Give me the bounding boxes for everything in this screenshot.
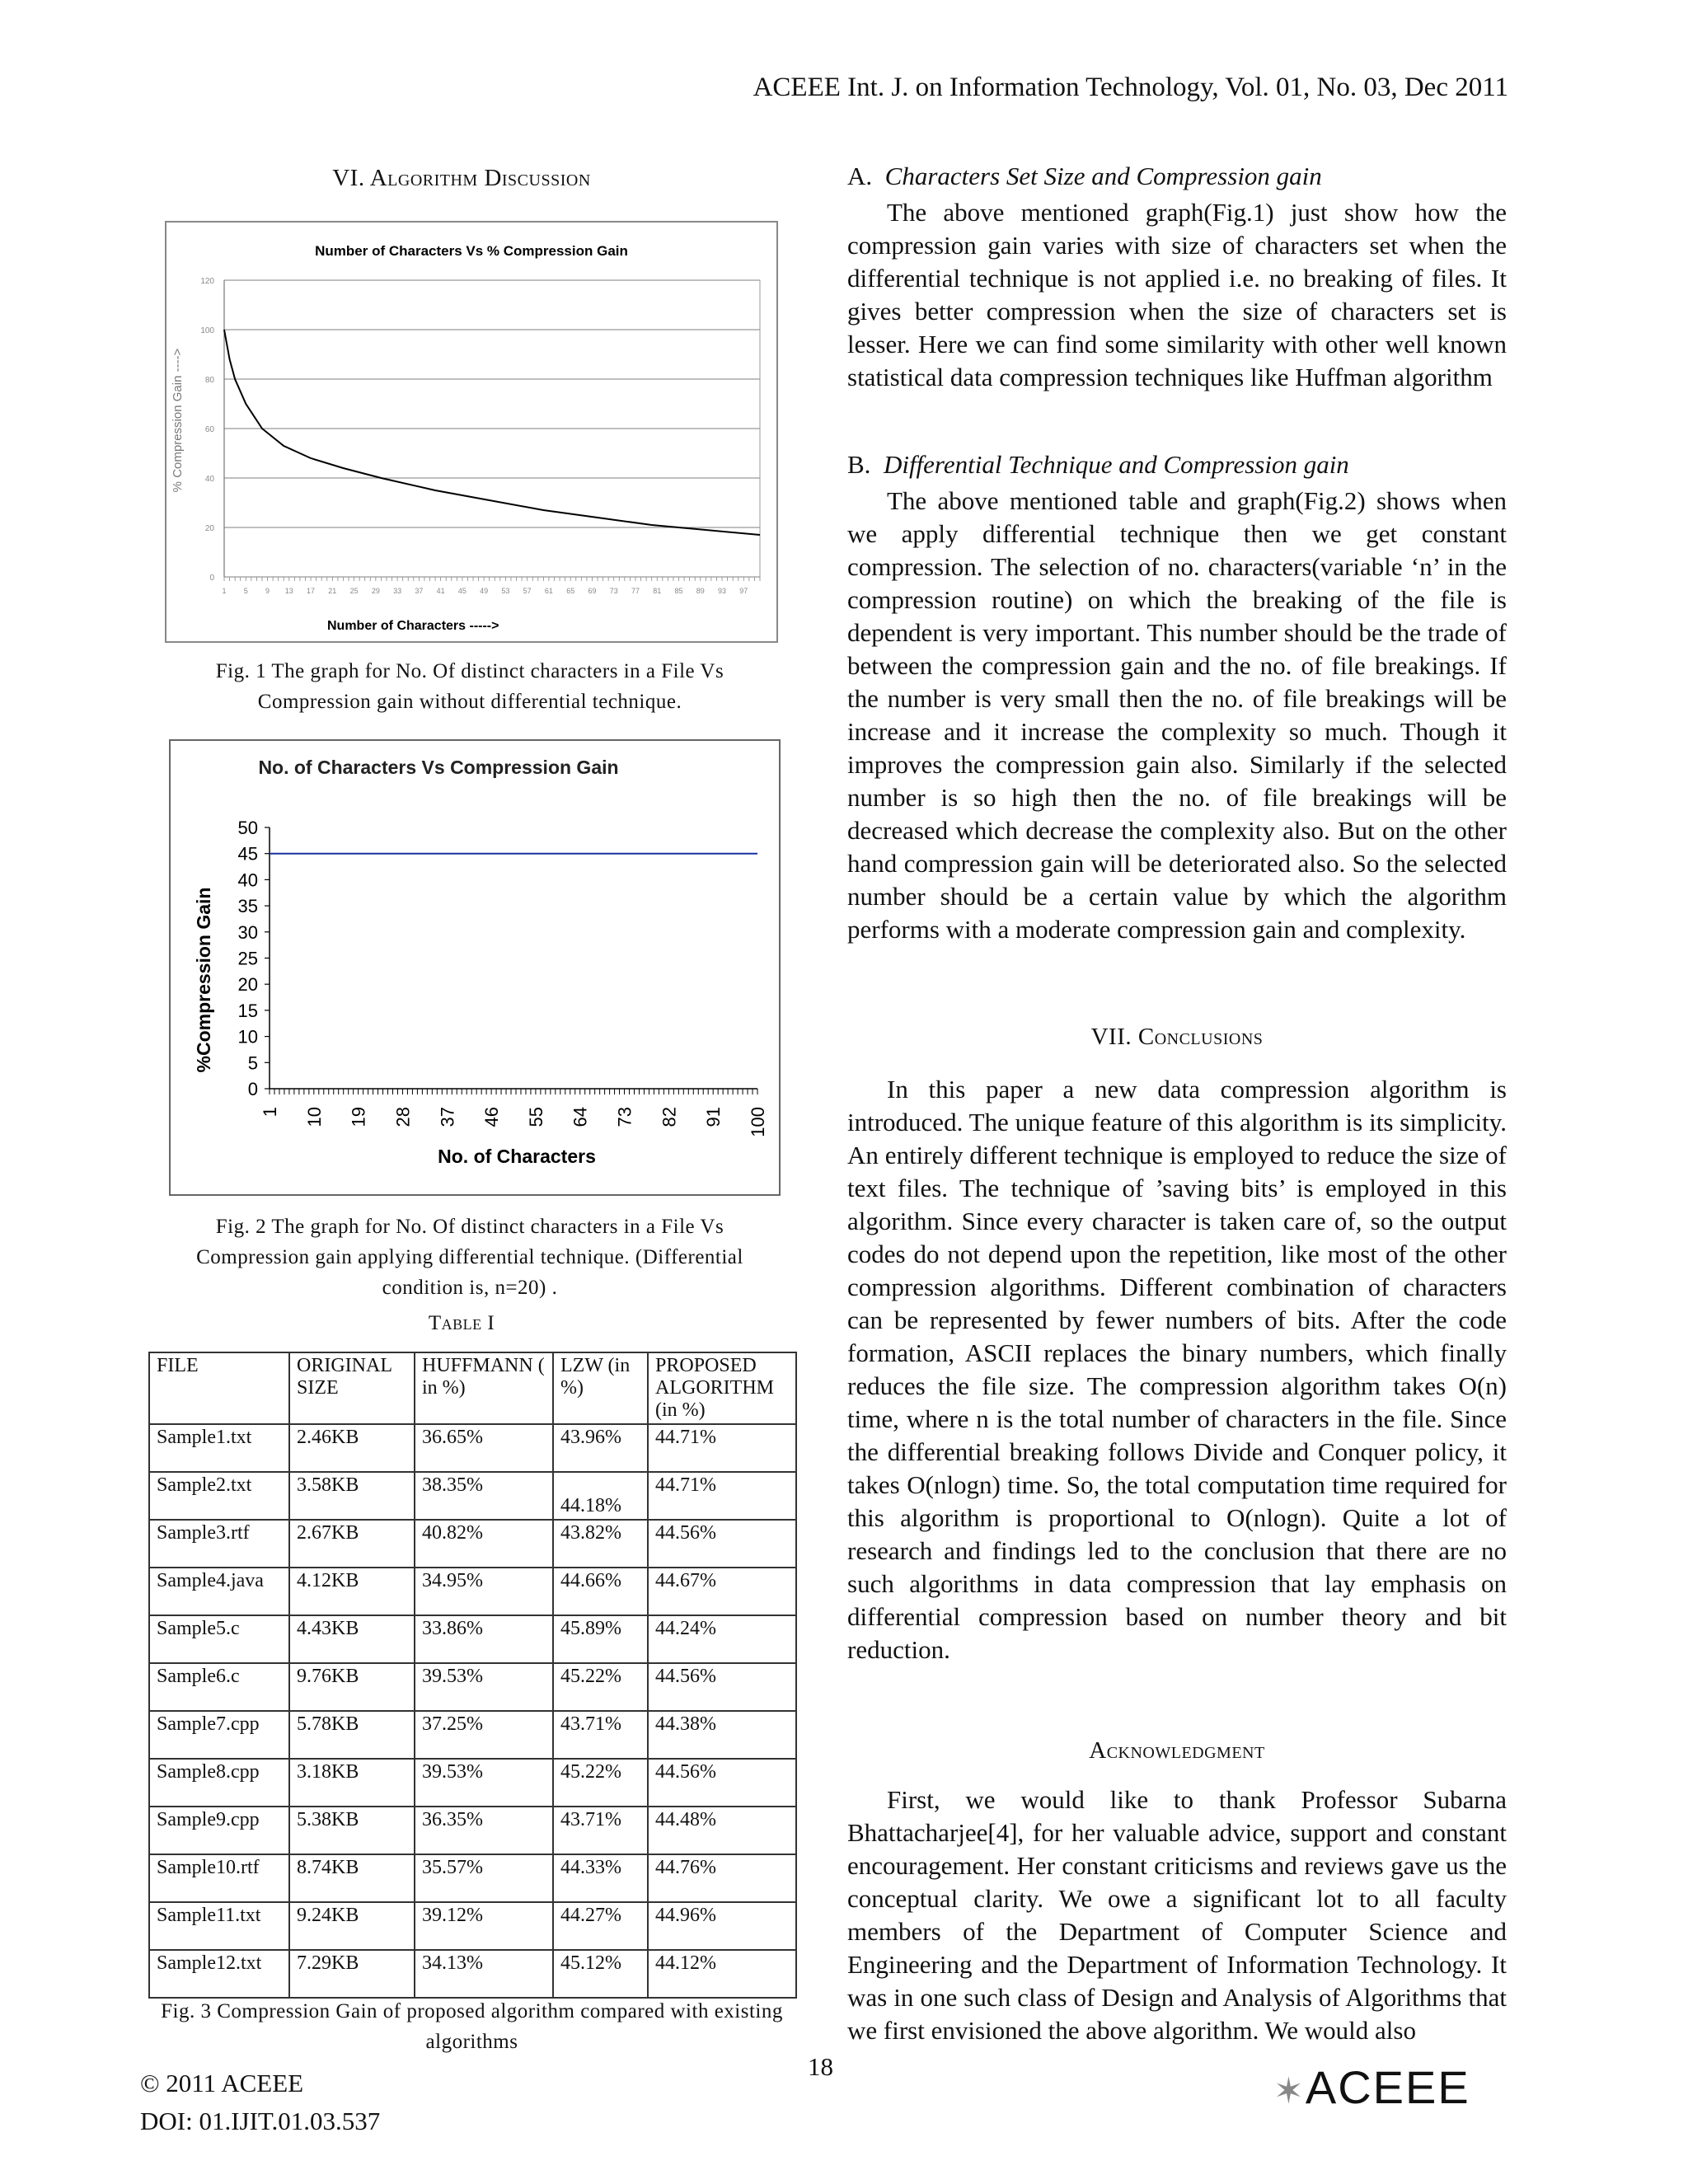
table-row xyxy=(149,1424,796,1472)
fig2-ytick-label: 0 xyxy=(247,1079,258,1099)
table1-title: Table I xyxy=(428,1312,495,1334)
fig1-xtick-label: 57 xyxy=(523,587,532,595)
table-cell: 39.53% xyxy=(415,1759,553,1807)
section-7-title: VII. Conclusions xyxy=(1090,1024,1264,1050)
acknowledgment-title: Acknowledgment xyxy=(1089,1737,1265,1764)
fig1-xtick-label: 29 xyxy=(371,587,380,595)
fig1-xtick-label: 21 xyxy=(328,587,337,595)
table-cell: 5.78KB xyxy=(289,1711,415,1759)
fig2-xtick-label: 64 xyxy=(570,1107,591,1127)
table-cell: 43.96% xyxy=(553,1424,648,1472)
table-cell: 37.25% xyxy=(415,1711,553,1759)
table-cell: 43.71% xyxy=(553,1711,648,1759)
fig2-ylabel: %Compression Gain xyxy=(193,887,214,1073)
fig2-ytick-label: 50 xyxy=(237,818,258,838)
fig2-xtick-label: 19 xyxy=(348,1107,369,1127)
table-cell: 36.35% xyxy=(415,1807,553,1854)
table-row xyxy=(149,1902,796,1950)
fig1-xtick-label: 65 xyxy=(566,587,575,595)
fig1-xtick-label: 5 xyxy=(243,587,248,595)
fig1-xtick-label: 37 xyxy=(415,587,424,595)
table-row xyxy=(149,1472,796,1520)
publisher-logo: ✶ACEEE xyxy=(1273,2061,1470,2113)
fig2-chart-svg xyxy=(171,741,779,1194)
table-cell: 3.18KB xyxy=(289,1759,415,1807)
table-cell: 44.12% xyxy=(648,1950,796,1998)
table-cell: 44.38% xyxy=(648,1711,796,1759)
fig1-xtick-label: 13 xyxy=(284,587,293,595)
section-7-text: In this paper a new data compression algorithm is introduced. The unique feature of this algorithm is its simplicity. An entirely different technique is employed to reduce the size of text files. The technique of ’saving bits’ is employed in this algorithm. Since every character is taken care of, so the output codes do not depend upon the repetition, like most of the other compression algorithms. Different combination of characters can be represented by fewer numbers of bits. After the code formation, ASCII replaces the binary numbers, which finally reduces the file size. The compression algorithm takes O(n) time, where n is the total number of characters in the file. Since the differential breaking follows Divide and Conquer policy, it takes O(nlogn) time. So, the total computation time required for this algorithm is proportional to O(nlogn). Quite a lot of research and findings led to the conclusion that there are no such algorithms in data compression that lay emphasis on differential compression based on number theory and bit reduction. xyxy=(847,1075,1507,1664)
fig1-xtick-label: 9 xyxy=(265,587,270,595)
fig1-xtick-label: 61 xyxy=(544,587,553,595)
table-row xyxy=(149,1711,796,1759)
fig2-ytick-label: 10 xyxy=(237,1026,258,1047)
table-cell: 44.96% xyxy=(648,1902,796,1950)
table-cell: 44.33% xyxy=(553,1854,648,1902)
table-cell: 40.82% xyxy=(415,1520,553,1568)
table-row xyxy=(149,1950,796,1998)
table-cell: 9.76KB xyxy=(289,1663,415,1711)
table-cell: Sample6.c xyxy=(149,1663,289,1711)
fig1-xtick-label: 53 xyxy=(501,587,510,595)
table-cell: Sample2.txt xyxy=(149,1472,289,1520)
table-cell: 44.56% xyxy=(648,1759,796,1807)
table-header-row xyxy=(149,1352,796,1424)
table1 xyxy=(148,1352,797,1999)
table-cell: 44.24% xyxy=(648,1615,796,1663)
fig1-xtick-label: 45 xyxy=(457,587,467,595)
fig2-ytick-label: 35 xyxy=(237,896,258,917)
table-row xyxy=(149,1520,796,1568)
table-cell: 9.24KB xyxy=(289,1902,415,1950)
fig1-xtick-label: 73 xyxy=(609,587,618,595)
table-cell: 8.74KB xyxy=(289,1854,415,1902)
table-cell: 44.71% xyxy=(648,1472,796,1520)
table-cell: 44.48% xyxy=(648,1807,796,1854)
fig1-xtick-label: 77 xyxy=(631,587,640,595)
table-cell: Sample3.rtf xyxy=(149,1520,289,1568)
table-cell: 44.76% xyxy=(648,1854,796,1902)
table-cell: Sample8.cpp xyxy=(149,1759,289,1807)
fig1-chart xyxy=(165,221,778,643)
acknowledgment-text: First, we would like to thank Professor Subarna Bhattacharjee[4], for her valuable advice, support and constant encouragement. Her constant criticisms and reviews gave us the conceptual clarity. We owe a significant lot to all faculty members of the Department of Computer Science and Engineering and the Department of Information Technology. It was in one such class of Design and Analysis of Algorithms that we first envisioned the above algorithm. We would also xyxy=(847,1785,1507,2045)
subsection-a-text: The above mentioned graph(Fig.1) just show how the compression gain varies with size of characters set when the differential technique is not applied i.e. no breaking of files. It gives better compression when the size of characters set is lesser. Here we can find some similarity with other well known statistical data compression techniques like Huffman algorithm xyxy=(847,198,1507,391)
subsection-b-title: B. Differential Technique and Compression gain xyxy=(847,450,1349,479)
fig2-xtick-label: 46 xyxy=(481,1107,503,1127)
table-cell: 34.13% xyxy=(415,1950,553,1998)
table-cell: Sample5.c xyxy=(149,1615,289,1663)
table-cell: Sample11.txt xyxy=(149,1902,289,1950)
table-cell: Sample10.rtf xyxy=(149,1854,289,1902)
fig1-series-line xyxy=(224,330,760,535)
subsection-a xyxy=(847,162,1507,394)
table-cell: 38.35% xyxy=(415,1472,553,1520)
table-cell: 3.58KB xyxy=(289,1472,415,1520)
fig2-xtick-label: 10 xyxy=(303,1107,325,1127)
fig2-ytick-label: 25 xyxy=(237,948,258,969)
table-cell: Sample12.txt xyxy=(149,1950,289,1998)
fig2-xtick-label: 91 xyxy=(703,1107,724,1127)
table-row xyxy=(149,1807,796,1854)
fig2-title: No. of Characters Vs Compression Gain xyxy=(258,757,619,778)
fig1-ylabel: % Compression Gain ----> xyxy=(171,348,185,493)
fig1-title: Number of Characters Vs % Compression Gain xyxy=(315,243,628,259)
fig1-ytick-label: 0 xyxy=(209,574,214,583)
table-cell: 44.56% xyxy=(648,1663,796,1711)
fig1-chart-svg xyxy=(166,223,776,641)
table-cell: 35.57% xyxy=(415,1854,553,1902)
copyright: © 2011 ACEEE xyxy=(140,2069,304,2097)
fig1-caption: Fig. 1 The graph for No. Of distinct characters in a File Vs Compression gain without differential technique. xyxy=(215,660,724,713)
table-row xyxy=(149,1854,796,1902)
fig3-caption: Fig. 3 Compression Gain of proposed algorithm compared with existing algorithms xyxy=(161,2000,783,2053)
fig1-ytick-label: 20 xyxy=(204,524,214,533)
fig1-xtick-label: 25 xyxy=(349,587,359,595)
table-cell: 33.86% xyxy=(415,1615,553,1663)
table-header-cell: LZW (in %) xyxy=(553,1352,648,1424)
table-cell: 44.71% xyxy=(648,1424,796,1472)
doi: DOI: 01.IJIT.01.03.537 xyxy=(140,2107,381,2135)
table-row xyxy=(149,1759,796,1807)
subsection-b xyxy=(847,450,1507,946)
fig2-ytick-label: 30 xyxy=(237,921,258,943)
table-cell: 44.18% xyxy=(553,1472,648,1520)
table-cell: 44.56% xyxy=(648,1520,796,1568)
table-row xyxy=(149,1568,796,1615)
star-icon: ✶ xyxy=(1273,2071,1306,2111)
section-6-title: VI. Algorithm Discussion xyxy=(332,165,591,191)
fig1-ytick-label: 100 xyxy=(200,326,214,335)
fig1-xtick-label: 33 xyxy=(393,587,402,595)
fig1-xtick-label: 17 xyxy=(307,587,316,595)
fig1-xtick-label: 97 xyxy=(739,587,748,595)
comparison-table xyxy=(148,1352,797,1999)
fig2-xlabel: No. of Characters xyxy=(438,1146,596,1167)
fig2-ytick-label: 40 xyxy=(237,869,258,891)
table-row xyxy=(149,1615,796,1663)
fig1-xlabel: Number of Characters -----> xyxy=(327,619,499,633)
table-cell: 4.12KB xyxy=(289,1568,415,1615)
table-cell: 34.95% xyxy=(415,1568,553,1615)
table-cell: 44.27% xyxy=(553,1902,648,1950)
fig1-ytick-label: 40 xyxy=(204,475,214,484)
fig2-xtick-label: 37 xyxy=(437,1107,458,1127)
table-cell: 7.29KB xyxy=(289,1950,415,1998)
fig1-xtick-label: 69 xyxy=(588,587,597,595)
subsection-b-text: The above mentioned table and graph(Fig.2) shows when we apply differential technique then we get constant compression. The selection of no. characters(variable ‘n’ in the compression routine) on which the breaking of the file is dependent is very important. This number should be the trade of between the compression gain and the no. of file breakings. If the number is very small then the no. of file breakings will be increase and it increase the complexity so much. Though it improves the compression gain also. Similarly if the selected number is so high then the no. of file breakings will be decreased which decrease the complexity also. But on the other hand compression gain will be deteriorated also. So the selected number should be a certain value by which the algorithm performs with a moderate compression gain and complexity. xyxy=(847,486,1507,944)
fig1-xtick-label: 85 xyxy=(674,587,683,595)
fig2-xtick-label: 28 xyxy=(392,1107,414,1127)
footer-left xyxy=(140,2064,380,2140)
table-header-cell: ORIGINAL SIZE xyxy=(289,1352,415,1424)
fig1-ytick-label: 80 xyxy=(204,376,214,385)
table-cell: Sample1.txt xyxy=(149,1424,289,1472)
fig2-ytick-label: 15 xyxy=(237,1000,258,1021)
table-cell: 4.43KB xyxy=(289,1615,415,1663)
table-cell: 43.71% xyxy=(553,1807,648,1854)
table-cell: 45.22% xyxy=(553,1759,648,1807)
fig2-xtick-label: 73 xyxy=(614,1107,635,1127)
table-cell: 5.38KB xyxy=(289,1807,415,1854)
table-cell: 39.53% xyxy=(415,1663,553,1711)
fig1-xtick-label: 49 xyxy=(480,587,489,595)
fig2-xtick-label: 82 xyxy=(659,1107,680,1127)
fig1-ytick-label: 60 xyxy=(204,425,214,434)
fig2-xtick-label: 1 xyxy=(260,1107,280,1118)
fig2-ytick-label: 5 xyxy=(247,1052,258,1074)
table-row xyxy=(149,1663,796,1711)
fig1-xtick-label: 41 xyxy=(436,587,445,595)
fig2-ytick-label: 20 xyxy=(237,974,258,996)
table-cell: Sample4.java xyxy=(149,1568,289,1615)
table-header-cell: PROPOSED ALGORITHM (in %) xyxy=(648,1352,796,1424)
table-cell: 45.89% xyxy=(553,1615,648,1663)
table-cell: 45.22% xyxy=(553,1663,648,1711)
fig1-xtick-label: 93 xyxy=(718,587,727,595)
fig1-xtick-label: 81 xyxy=(653,587,662,595)
fig1-xtick-label: 89 xyxy=(696,587,705,595)
journal-header: ACEEE Int. J. on Information Technology, Vol. 01, No. 03, Dec 2011 xyxy=(753,73,1508,102)
table-header-cell: HUFFMANN ( in %) xyxy=(415,1352,553,1424)
fig1-xtick-label: 1 xyxy=(222,587,227,595)
table-cell: Sample7.cpp xyxy=(149,1711,289,1759)
fig2-caption: Fig. 2 The graph for No. Of distinct characters in a File Vs Compression gain applying differential technique. (Differential condition is, n=20) . xyxy=(196,1216,743,1299)
fig2-xtick-label: 55 xyxy=(525,1107,546,1127)
table-cell: 39.12% xyxy=(415,1902,553,1950)
fig2-ytick-label: 45 xyxy=(237,843,258,865)
table-cell: 2.46KB xyxy=(289,1424,415,1472)
fig2-chart xyxy=(169,739,781,1196)
fig1-ytick-label: 120 xyxy=(200,277,214,286)
table-cell: Sample9.cpp xyxy=(149,1807,289,1854)
table-cell: 44.66% xyxy=(553,1568,648,1615)
subsection-a-title: A. Characters Set Size and Compression gain xyxy=(847,162,1322,190)
fig2-xtick-label: 100 xyxy=(748,1107,768,1137)
table-cell: 2.67KB xyxy=(289,1520,415,1568)
table-cell: 45.12% xyxy=(553,1950,648,1998)
table-cell: 43.82% xyxy=(553,1520,648,1568)
table-header-cell: FILE xyxy=(149,1352,289,1424)
table-cell: 44.67% xyxy=(648,1568,796,1615)
table-cell: 36.65% xyxy=(415,1424,553,1472)
page-number: 18 xyxy=(808,2052,833,2081)
